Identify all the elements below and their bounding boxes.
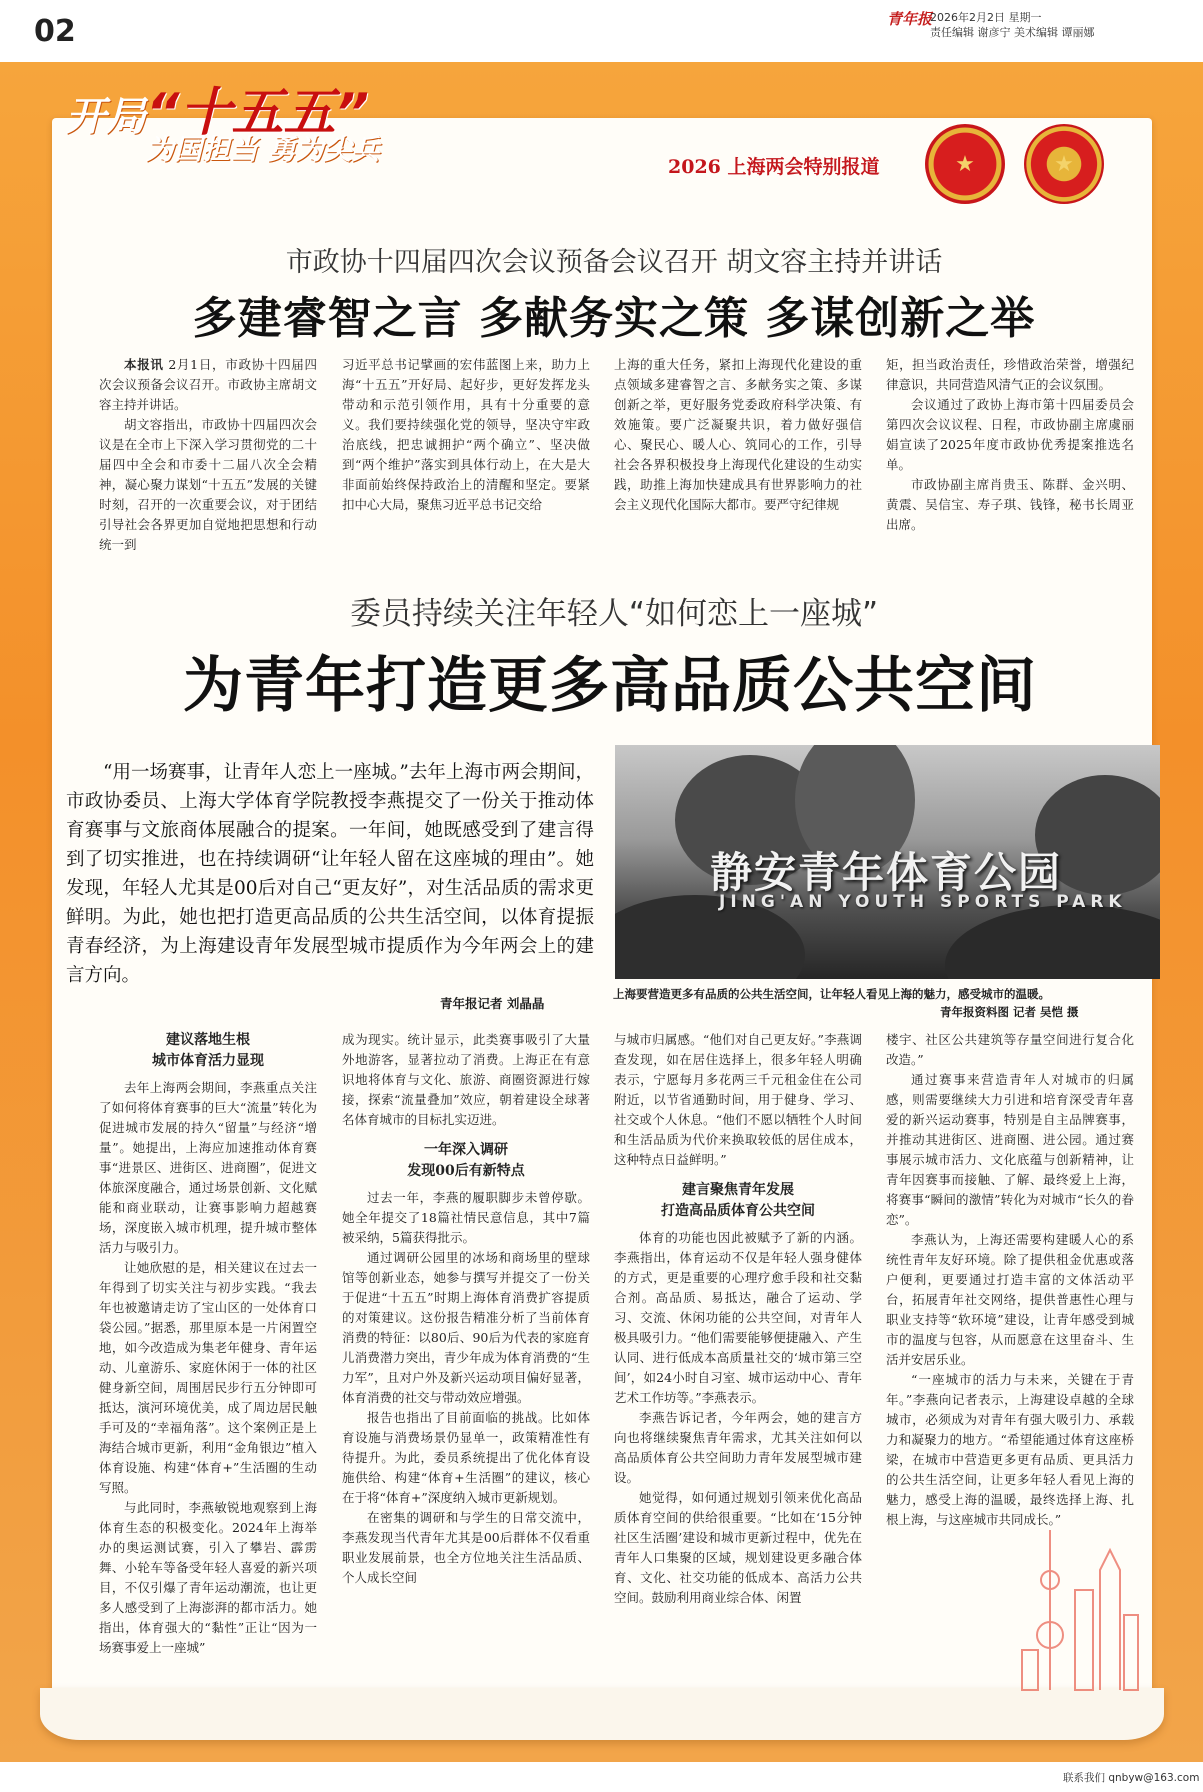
section-subhead: 建言聚焦青年发展 打造高品质体育公共空间 (661, 1182, 815, 1219)
article1-paragraph: 习近平总书记擘画的宏伟蓝图上来，助力上海“十五五”开好局、起好步，更好发挥龙头带动和示范引领作用，具有十分重要的意义。我们要持续强化党的领导，坚决守牢政治底线，把忠诚拥护“两个确立”、坚决做到“两个维护”落实到具体行动上，在大是大非面前始终保持政治上的清醒和坚定。要紧扣中心大局，聚焦习近平总书记交给 (342, 357, 590, 512)
article1-paragraph: 上海的重大任务，紧扣上海现代化建设的重点领域多建睿智之言、多献务实之策、多谋创新之举，更好服务党委政府科学决策、有效施策。要广泛凝聚共识，着力做好强信心、聚民心、暖人心、筑同心的工作，引导社会各界积极投身上海现代化建设的生动实践，助推上海加快建成具有世界影响力的社会主义现代化国际大都市。要严守纪律规 (614, 357, 862, 512)
article2-column-2 (342, 1030, 590, 1588)
article2-paragraph: 通过赛事来营造青年人对城市的归属感，则需要继续大力引进和培育深受青年喜爱的新兴运动赛事，特别是自主品牌赛事，并推动其进街区、进商圈、进公园。通过赛事展示城市活力、文化底蕴与创新精神，让青年因赛事而接触、了解、最终爱上上海，将赛事“瞬间的激情”转化为对城市“长久的眷恋”。 (886, 1072, 1134, 1227)
article2-intro: “用一场赛事，让青年人恋上一座城。”去年上海市两会期间，市政协委员、上海大学体育学院教授李燕提交了一份关于推动体育赛事与文旅商体展融合的提案。一年间，她既感受到了建言得到了切实推进，也在持续调研“让年轻人留在这座城的理由”。她发现，年轻人尤其是00后对自己“更友好”，对生活品质的需求更鲜明。为此，她也把打造更高品质的公共生活空间，以体育提振青春经济，为上海建设青年发展型城市提质作为今年两会上的建言方向。 (66, 762, 594, 986)
article2-paragraph: “一座城市的活力与未来，关键在于青年。”李燕向记者表示，上海建设卓越的全球城市，必须成为对青年有强大吸引力、承载力和凝聚力的地方。“希望能通过体育这座桥梁，在城市中营造更多更有品质、更具活力的公共生活空间，让更多年轻人看见上海的魅力，感受上海的温暖，最终选择上海、扎根上海，与这座城市共同成长。” (886, 1372, 1134, 1527)
article1-column-3 (614, 355, 862, 515)
article2-paragraph: 楼宇、社区公共建筑等存量空间进行复合化改造。” (886, 1032, 1134, 1067)
photo-caption: 上海要营造更多有品质的公共生活空间，让年轻人看见上海的魅力，感受城市的温暖。 (613, 987, 1050, 1001)
newspaper-logo: 青年报 (887, 10, 933, 28)
article2-column-4 (886, 1030, 1134, 1530)
article1-paragraph: 会议通过了政协上海市第十四届委员会第四次会议议程、日程，市政协副主席虞丽娟宣读了2025年度市政协优秀提案推选名单。 (886, 397, 1134, 472)
park-photo (615, 745, 1160, 979)
article2-paragraph: 让她欣慰的是，相关建议在过去一年得到了切实关注与初步实践。“我去年也被邀请走访了宝山区的一处体育口袋公园。”据悉，那里原本是一片闲置空地，如今改造成为集老年健身、青年运动、儿童游乐、家庭休闲于一体的社区健身新空间，周围居民步行五分钟即可抵达，演河环境优美，成了周边居民触手可及的“幸福角落”。这个案例正是上海结合城市更新，利用“金角银边”植入体育设施、构建“体育+”生活圈的生动写照。 (99, 1260, 317, 1495)
page-number: 02 (34, 14, 76, 49)
park-sign-text: 静安青年体育公园 (710, 848, 1063, 897)
article2-kicker: 委员持续关注年轻人“如何恋上一座城” (349, 596, 879, 632)
editors: 责任编辑 谢彦宁 美术编辑 谭丽娜 (930, 26, 1095, 39)
article2-paragraph: 李燕认为，上海还需要构建暖人心的系统性青年友好环境。除了提供租金优惠或落户便利，更要通过打造丰富的文体活动平台，拓展青年社交网络，提供普惠性心理与职业支持等“软环境”建设，让青年感受到城市的温度与包容，从而愿意在这里奋斗、生活并安居乐业。 (886, 1232, 1134, 1367)
slogan-highlight: “十五五” (146, 83, 369, 143)
special-report-label: 2026 上海两会特别报道 (668, 156, 880, 178)
contact-footer: 联系我们 qnbyw@163.com (1063, 1772, 1200, 1784)
article2-column-1 (99, 1030, 317, 1658)
article1-paragraph: 胡文容指出，市政协十四届四次会议是在全市上下深入学习贯彻党的二十届四中全会和市委十二届八次全会精神，凝心聚力谋划“十五五”发展的关键时刻，召开的一次重要会议，对于团结引导社会各界更加自觉地把思想和行动统一到 (99, 417, 317, 552)
article1-kicker: 市政协十四届四次会议预备会议召开 胡文容主持并讲话 (285, 247, 943, 278)
article2-column-3 (614, 1030, 862, 1608)
article2-paragraph: 李燕告诉记者，今年两会，她的建言方向也将继续聚焦青年需求，尤其关注如何以高品质体育公共空间助力青年发展型城市建设。 (614, 1410, 862, 1485)
issue-date: 2026年2月2日 星期一 (930, 11, 1042, 24)
article2-byline: 青年报记者 刘晶晶 (440, 996, 545, 1011)
slogan-prefix: 开局 (66, 94, 146, 140)
section-subhead: 建议落地生根 城市体育活力显现 (152, 1032, 264, 1069)
photo-credit: 青年报资料图 记者 吴恺 摄 (940, 1005, 1079, 1019)
park-sign-english: JING'AN YOUTH SPORTS PARK (719, 892, 1127, 912)
photo-shrub (945, 905, 1160, 979)
masthead-info (930, 10, 1095, 40)
slogan-sub: 为国担当 勇为尖兵 (146, 133, 380, 166)
article1-paragraph: 矩，担当政治责任，珍惜政治荣誉，增强纪律意识，共同营造风清气正的会议氛围。 (886, 357, 1134, 392)
article2-paragraph: 在密集的调研和与学生的日常交流中，李燕发现当代青年尤其是00后群体不仅看重职业发展前景，也全方位地关注生活品质、个人成长空间 (342, 1510, 590, 1585)
article2-paragraph: 报告也指出了目前面临的挑战。比如体育设施与消费场景仍显单一，政策精准性有待提升。为此，委员系统提出了优化体育设施供给、构建“体育+生活圈”的建议，核心在于将“体育+”深度纳入城市更新规划。 (342, 1410, 590, 1505)
article2-paragraph: 过去一年，李燕的履职脚步未曾停歇。她全年提交了18篇社情民意信息，其中7篇被采纳，5篇获得批示。 (342, 1190, 590, 1245)
dateline: 本报讯 (124, 357, 164, 372)
article1-column-1 (99, 355, 317, 555)
article2-paragraph: 去年上海两会期间，李燕重点关注了如何将体育赛事的巨大“流量”转化为促进城市发展的持久“留量”与经济“增量”。她提出，上海应加速推动体育赛事“进景区、进街区、进商圈”，促进文体旅深度融合，通过场景创新、文化赋能和商业联动，让赛事影响力超越赛场，深度嵌入城市机理，提升城市整体活力与吸引力。 (99, 1080, 317, 1255)
article2-paragraph: 与城市归属感。“他们对自己更友好。”李燕调查发现，如在居住选择上，很多年轻人明确表示，宁愿每月多花两三千元租金住在公司附近，以节省通勤时间，用于健身、学习、社交或个人休息。“他们不愿以牺牲个人时间和生活品质为代价来换取较低的居住成本，这种特点日益鲜明。” (614, 1032, 862, 1167)
city-skyline-illustration (1020, 1520, 1140, 1700)
cppcc-emblem-icon: ★ (1024, 124, 1104, 204)
article1-paragraph: 本报讯 2月1日，市政协十四届四次会议预备会议召开。市政协主席胡文容主持并讲话。 (99, 357, 317, 412)
article2-paragraph: 成为现实。统计显示，此类赛事吸引了大量外地游客，显著拉动了消费。上海正在有意识地将体育与文化、旅游、商圈资源进行嫁接，探索“流量叠加”效应，朝着建设全球著名体育城市的目标扎实迈进。 (342, 1032, 590, 1127)
article1-column-2 (342, 355, 590, 515)
national-emblem-icon: ★ (925, 124, 1005, 204)
section-subhead: 一年深入调研 发现00后有新特点 (407, 1142, 525, 1179)
article1-headline: 多建睿智之言 多献务实之策 多谋创新之举 (192, 293, 1036, 344)
article2-paragraph: 与此同时，李燕敏锐地观察到上海体育生态的积极变化。2024年上海举办的奥运测试赛，引入了攀岩、霹雳舞、小轮车等备受年轻人喜爱的新兴项目，不仅引爆了青年运动潮流，也让更多人感受到了上海澎湃的都市活力。她指出，体育强大的“黏性”正让“因为一场赛事爱上一座城” (99, 1500, 317, 1655)
article2-paragraph: 体育的功能也因此被赋予了新的内涵。李燕指出，体育运动不仅是年轻人强身健体的方式，更是重要的心理疗愈手段和社交黏合剂。高品质、易抵达，融合了运动、学习、交流、休闲功能的公共空间，对青年人极具吸引力。“他们需要能够便捷融入、产生认同、进行低成本高质量社交的‘城市第三空间’，如24小时自习室、城市运动中心、青年艺术工作坊等。”李燕表示。 (614, 1230, 862, 1405)
article2-headline: 为青年打造更多高品质公共空间 (183, 651, 1037, 721)
article1-paragraph: 市政协副主席肖贵玉、陈群、金兴明、黄震、吴信宝、寿子琪、钱锋，秘书长周亚出席。 (886, 477, 1134, 532)
article2-paragraph: 她觉得，如何通过规划引领来优化高品质体育空间的供给很重要。“比如在‘15分钟社区生活圈’建设和城市更新过程中，优先在青年人口集聚的区域，规划建设更多融合体育、文化、社交功能的低成本、高活力公共空间。鼓励利用商业综合体、闲置 (614, 1490, 862, 1605)
article1-column-4 (886, 355, 1134, 535)
article2-paragraph: 通过调研公园里的冰场和商场里的壁球馆等创新业态，她参与撰写并提交了一份关于促进“十五五”时期上海体育消费扩容提质的对策建议。这份报告精准分析了当前体育消费的特征：以80后、90后为代表的家庭育儿消费潜力突出，青少年成为体育消费的“生力军”，且对户外及新兴运动项目偏好显著，体育消费的社交与带动效应增强。 (342, 1250, 590, 1405)
paper-curl (40, 1688, 1164, 1740)
